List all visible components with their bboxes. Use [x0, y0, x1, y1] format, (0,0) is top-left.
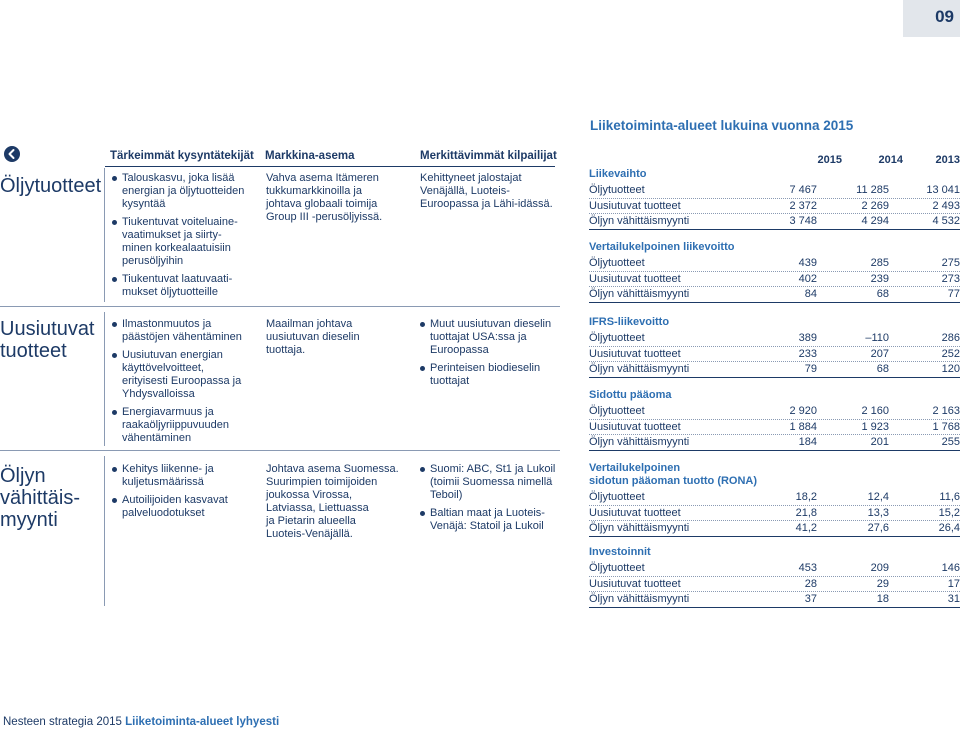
table-ifrs-operating-profit: [589, 316, 960, 378]
table-row: Uusiutuvat tuotteet 402 239 273: [589, 272, 960, 288]
list-item: Ilmastonmuutos ja päästöjen vähentäminen: [112, 318, 257, 344]
table-title: Vertailukelpoinen sidotun pääoman tuotto (RONA): [589, 462, 758, 487]
table-title: IFRS-liikevoitto: [589, 316, 670, 328]
footer: [3, 716, 279, 728]
table-row: Öljytuotteet 18,2 12,4 11,6: [589, 490, 960, 506]
divider-vertical: [104, 312, 105, 446]
row-divider: [0, 306, 560, 307]
list-item: Kehitys liikenne- ja kuljetusmäärissä: [112, 463, 257, 489]
competitors-oil-products: Kehittyneet jalostajat Venäjällä, Luoteis- Euroopassa ja Lähi-idässä.: [420, 172, 553, 210]
table-row: Öljyn vähittäismyynti 79 68 120: [589, 362, 960, 378]
bullet-icon: [112, 498, 117, 503]
table-row: Uusiutuvat tuotteet 21,8 13,3 15,2: [589, 506, 960, 522]
table-row: Öljyn vähittäismyynti 3 748 4 294 4 532: [589, 214, 960, 230]
table-row: Uusiutuvat tuotteet 1 884 1 923 1 768: [589, 420, 960, 436]
page-number-tab: [903, 0, 960, 37]
table-title: Investoinnit: [589, 546, 651, 558]
year-header: 2014: [878, 154, 903, 166]
table-row: Öljytuotteet 439 285 275: [589, 256, 960, 272]
list-item: Muut uusiutuvan dieselin tuottajat USA:ssa ja Euroopassa: [420, 318, 580, 357]
bullet-icon: [112, 353, 117, 358]
table-row: Uusiutuvat tuotteet 2 372 2 269 2 493: [589, 199, 960, 215]
footer-prefix: Nesteen strategia 2015: [3, 716, 122, 728]
bullet-icon: [112, 176, 117, 181]
table-title: Sidottu pääoma: [589, 389, 672, 401]
table-row: Öljytuotteet 389 –110 286: [589, 331, 960, 347]
table-title: Liikevaihto: [589, 168, 647, 180]
divider-vertical: [104, 168, 105, 302]
table-net-sales: [589, 168, 960, 230]
competitors-list-renewables: [420, 318, 580, 393]
bullet-icon: [112, 410, 117, 415]
table-row: Öljytuotteet 453 209 146: [589, 561, 960, 577]
section-title: Liiketoiminta-alueet lukuina vuonna 2015: [590, 118, 854, 133]
table-capital-employed: [589, 389, 960, 451]
table-row: Öljyn vähittäismyynti 41,2 27,6 26,4: [589, 521, 960, 537]
competitors-list-oil-retail: [420, 463, 580, 538]
list-item: Autoilijoiden kasvavat palveluodotukset: [112, 494, 257, 520]
divider-vertical: [104, 456, 105, 606]
market-oil-retail: Johtava asema Suomessa. Suurimpien toimijoiden joukossa Virossa, Latviassa, Liettuassa ja Pietarin alueella Luoteis-Venäjällä.: [266, 463, 399, 540]
back-arrow-icon[interactable]: [4, 146, 20, 162]
column-head-competitors: Merkittävimmät kilpailijat: [420, 150, 557, 162]
list-item: Tiukentuvat laatuvaati- mukset öljytuotteille: [112, 273, 257, 299]
year-header: 2013: [935, 154, 960, 166]
market-oil-products: Vahva asema Itämeren tukkumarkkinoilla ja johtava globaali toimija Group III -perusöljyissä.: [266, 172, 383, 223]
demand-list-renewables: [112, 318, 257, 450]
bullet-icon: [420, 511, 425, 516]
table-row: Öljytuotteet 2 920 2 160 2 163: [589, 404, 960, 420]
list-item: Energiavarmuus ja raakaöljyriippuvuuden vähentäminen: [112, 406, 257, 445]
row-label-oil-products: Öljytuotteet: [0, 175, 102, 197]
table-rona: [589, 462, 960, 537]
bullet-icon: [112, 220, 117, 225]
table-row: Öljytuotteet 7 467 11 285 13 041: [589, 183, 960, 199]
table-comparable-operating-profit: [589, 241, 960, 303]
bullet-icon: [420, 322, 425, 327]
row-divider: [0, 450, 560, 451]
demand-list-oil-retail: [112, 463, 257, 525]
bullet-icon: [112, 322, 117, 327]
list-item: Tiukentuvat voiteluaine- vaatimukset ja siirty- minen korkealaatuisiin perusöljyihin: [112, 216, 257, 268]
demand-list-oil-products: [112, 172, 257, 304]
market-renewables: Maailman johtava uusiutuvan dieselin tuottaja.: [266, 318, 360, 356]
table-investments: [589, 546, 960, 608]
bullet-icon: [420, 467, 425, 472]
list-item: Uusiutuvan energian käyttövelvoitteet, erityisesti Euroopassa ja Yhdysvalloissa: [112, 349, 257, 401]
table-row: Uusiutuvat tuotteet 28 29 17: [589, 577, 960, 593]
column-head-market: Markkina-asema: [265, 150, 355, 162]
row-label-renewables: Uusiutuvat tuotteet: [0, 318, 95, 362]
footer-title: Liiketoiminta-alueet lyhyesti: [125, 716, 280, 728]
bullet-icon: [420, 366, 425, 371]
list-item: Baltian maat ja Luoteis- Venäjä: Statoil ja Lukoil: [420, 507, 580, 533]
list-item: Perinteisen biodieselin tuottajat: [420, 362, 580, 388]
table-row: Uusiutuvat tuotteet 233 207 252: [589, 347, 960, 363]
header-rule: [105, 166, 555, 167]
year-header: 2015: [817, 154, 842, 166]
table-row: Öljyn vähittäismyynti 37 18 31: [589, 592, 960, 608]
list-item: Suomi: ABC, St1 ja Lukoil (toimii Suomessa nimellä Teboil): [420, 463, 580, 502]
bullet-icon: [112, 467, 117, 472]
bullet-icon: [112, 277, 117, 282]
table-title: Vertailukelpoinen liikevoitto: [589, 241, 735, 253]
column-head-demand: Tärkeimmät kysyntätekijät: [110, 150, 254, 162]
row-label-oil-retail: Öljyn vähittäis- myynti: [0, 465, 81, 531]
table-row: Öljyn vähittäismyynti 184 201 255: [589, 435, 960, 451]
list-item: Talouskasvu, joka lisää energian ja öljytuotteiden kysyntää: [112, 172, 257, 211]
table-row: Öljyn vähittäismyynti 84 68 77: [589, 287, 960, 303]
page-number: 09: [935, 7, 954, 26]
